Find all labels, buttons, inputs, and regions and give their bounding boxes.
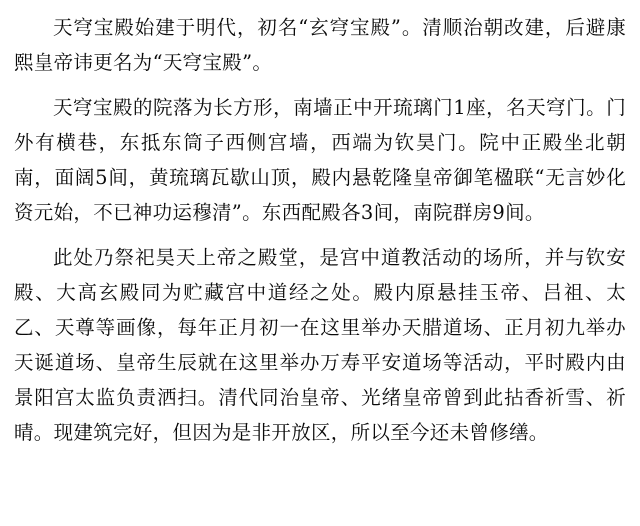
paragraph-2: 天穹宝殿的院落为长方形，南墙正中开琉璃门1座，名天穹门。门外有横巷，东抵东筒子西侧宫墙，西端为钦昊门。院中正殿坐北朝南，面阔5间，黄琉璃瓦歇山顶，殿内悬乾隆皇帝御笔楹联“无言妙化资元始，不已神功运穆清”。东西配殿各3间，南院群房9间。 (14, 96, 626, 224)
paragraph-3: 此处乃祭祀昊天上帝之殿堂，是宫中道教活动的场所，并与钦安殿、大高玄殿同为贮藏宫中道经之处。殿内原悬挂玉帝、吕祖、太乙、天尊等画像，每年正月初一在这里举办天腊道场、正月初九举办天诞道场、皇帝生辰就在这里举办万寿平安道场等活动，平时殿内由景阳宫太监负责洒扫。清代同治皇帝、光绪皇帝曾到此拈香祈雪、祈晴。现建筑完好，但因为是非开放区，所以至今还未曾修缮。 (14, 246, 626, 444)
paragraph-1: 天穹宝殿始建于明代，初名“玄穹宝殿”。清顺治朝改建，后避康熙皇帝讳更名为“天穹宝殿”。 (14, 16, 626, 74)
